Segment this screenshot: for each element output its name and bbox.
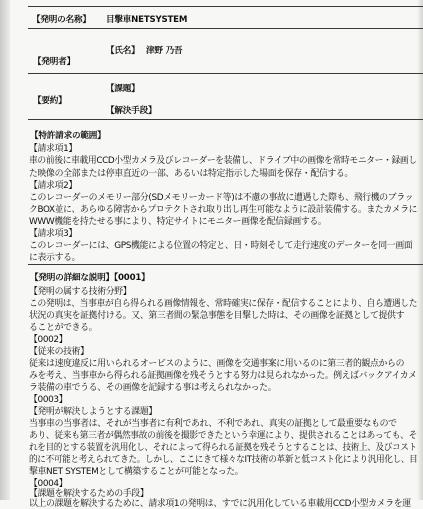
p0003-line-3: れを目的とする装置を汎用化し、それによって得られる証拠を残そうとすることは、技術上、及びコスト	[29, 443, 417, 453]
claim2-line-2: クBOX並に、あらゆる障害からプロテクトされ取り出し再生可能なように設計装備する。またカメラに	[29, 205, 418, 215]
claim2-line-3: WWW機能を持たせる事により、特定サイトにモニター画像を配信録画する。	[29, 217, 327, 227]
invention-name-label: 【発明の名称】	[32, 15, 91, 25]
inventor-name-label: 【氏名】	[106, 46, 140, 56]
p0001-line-2: 状況の真実を証拠付ける。又、第三者間の緊急事態を目撃した時は、その画像を証拠として提供す	[29, 311, 405, 321]
claim2-line-1: このレコーダーのメモリー部分(SDメモリーカード等)は不慮の事故に遭遇した際も、飛行機のブラッ	[29, 193, 414, 203]
rule-after-inventor	[28, 73, 423, 74]
p0002-line-2: みを考え、当事車から得られる証拠画像を残そうとする努力は見られなかった。例えばバックアイカメ	[29, 371, 417, 381]
abstract-label: 【要約】	[33, 96, 67, 106]
inventor-label: 【発明者】	[33, 57, 75, 67]
claims-heading: 【特許請求の範囲】	[30, 131, 106, 141]
claim1-line-1: 車の前後に車載用CCD小型カメラ及びレコーダーを装備し、ドライブ中の画像を常時モニター・録画し	[29, 156, 417, 166]
description-heading: 【発明の詳細な説明】【0001】	[30, 273, 150, 283]
p0003-line-5: 撃車NET SYSTEMとして構築することが可能となった。	[29, 467, 244, 477]
p0002-line-3: ラ装備の車でうる、その画像を記録する事は考えられなかった。	[29, 383, 277, 393]
p0002-label: 【0002】	[29, 335, 68, 345]
p0001-line-3: ることができる。	[29, 323, 98, 333]
scan-shadow-left	[0, 0, 10, 500]
prior-art-label: 【従来の技術】	[29, 347, 89, 357]
solution-label: 【解決手段】	[106, 106, 157, 116]
p0003-label: 【0003】	[29, 395, 68, 405]
means-label: 【課題を解決するための手段】	[29, 489, 149, 499]
p0002-line-1: 従来は速度違反に用いられるオービスのように、画像を交通事案に用いるのに第三者的観点からの	[29, 359, 405, 369]
claim2-label: 【請求項2】	[29, 181, 77, 191]
p0004-line-1: 以上の課題を解決するために、請求項1の発明は、すでに汎用化している車載用CCD小型カメラを運	[29, 499, 411, 509]
invention-name-value: 目撃車NETSYSTEM	[106, 15, 188, 25]
problem-label: 【発明が解決しようとする課題】	[29, 407, 157, 417]
p0003-line-1: 当事車の当事者は、それが当事者に有利であれ、不利であれ、真実の証拠として最重要なもので	[29, 419, 397, 429]
subject-label: 【課題】	[106, 84, 140, 94]
rule-after-claims	[28, 264, 423, 265]
rule-after-abstract	[28, 119, 423, 120]
claim1-label: 【請求項1】	[29, 144, 77, 154]
field-label: 【発明の属する技術分野】	[29, 287, 132, 297]
inventor-name-value: 津野 乃吾	[146, 46, 183, 56]
claim3-line-2: に表示する。	[29, 253, 81, 263]
top-rule	[28, 6, 423, 7]
scan-shadow-right	[417, 0, 423, 500]
p0003-line-2: あり、従来も第三者が偶然事故の前後を撮影できたという幸運により、提供されることはあっても、そ	[29, 431, 418, 441]
claim3-line-1: このレコーダーには、GPS機能による位置の特定と、日・時刻そして走行速度のデーターを同一画面	[29, 241, 413, 251]
rule-after-title	[28, 28, 423, 29]
p0004-label: 【0004】	[29, 479, 68, 489]
claim1-line-2: た映像の全部または停車直近の一部、あるいは特定指示した場面を保存・配信する。	[29, 169, 353, 179]
p0003-line-4: 的に不可能と考えられてきた。しかし、ここにきて様々なIT技術の革新と低コスト化により汎用化し、目	[29, 455, 418, 465]
p0001-line-1: この発明は、当事車が自ら得られる画像情報を、常時確実に保存・配信することにより、自ら遭遇した	[29, 299, 418, 309]
claim3-label: 【請求項3】	[29, 229, 77, 239]
